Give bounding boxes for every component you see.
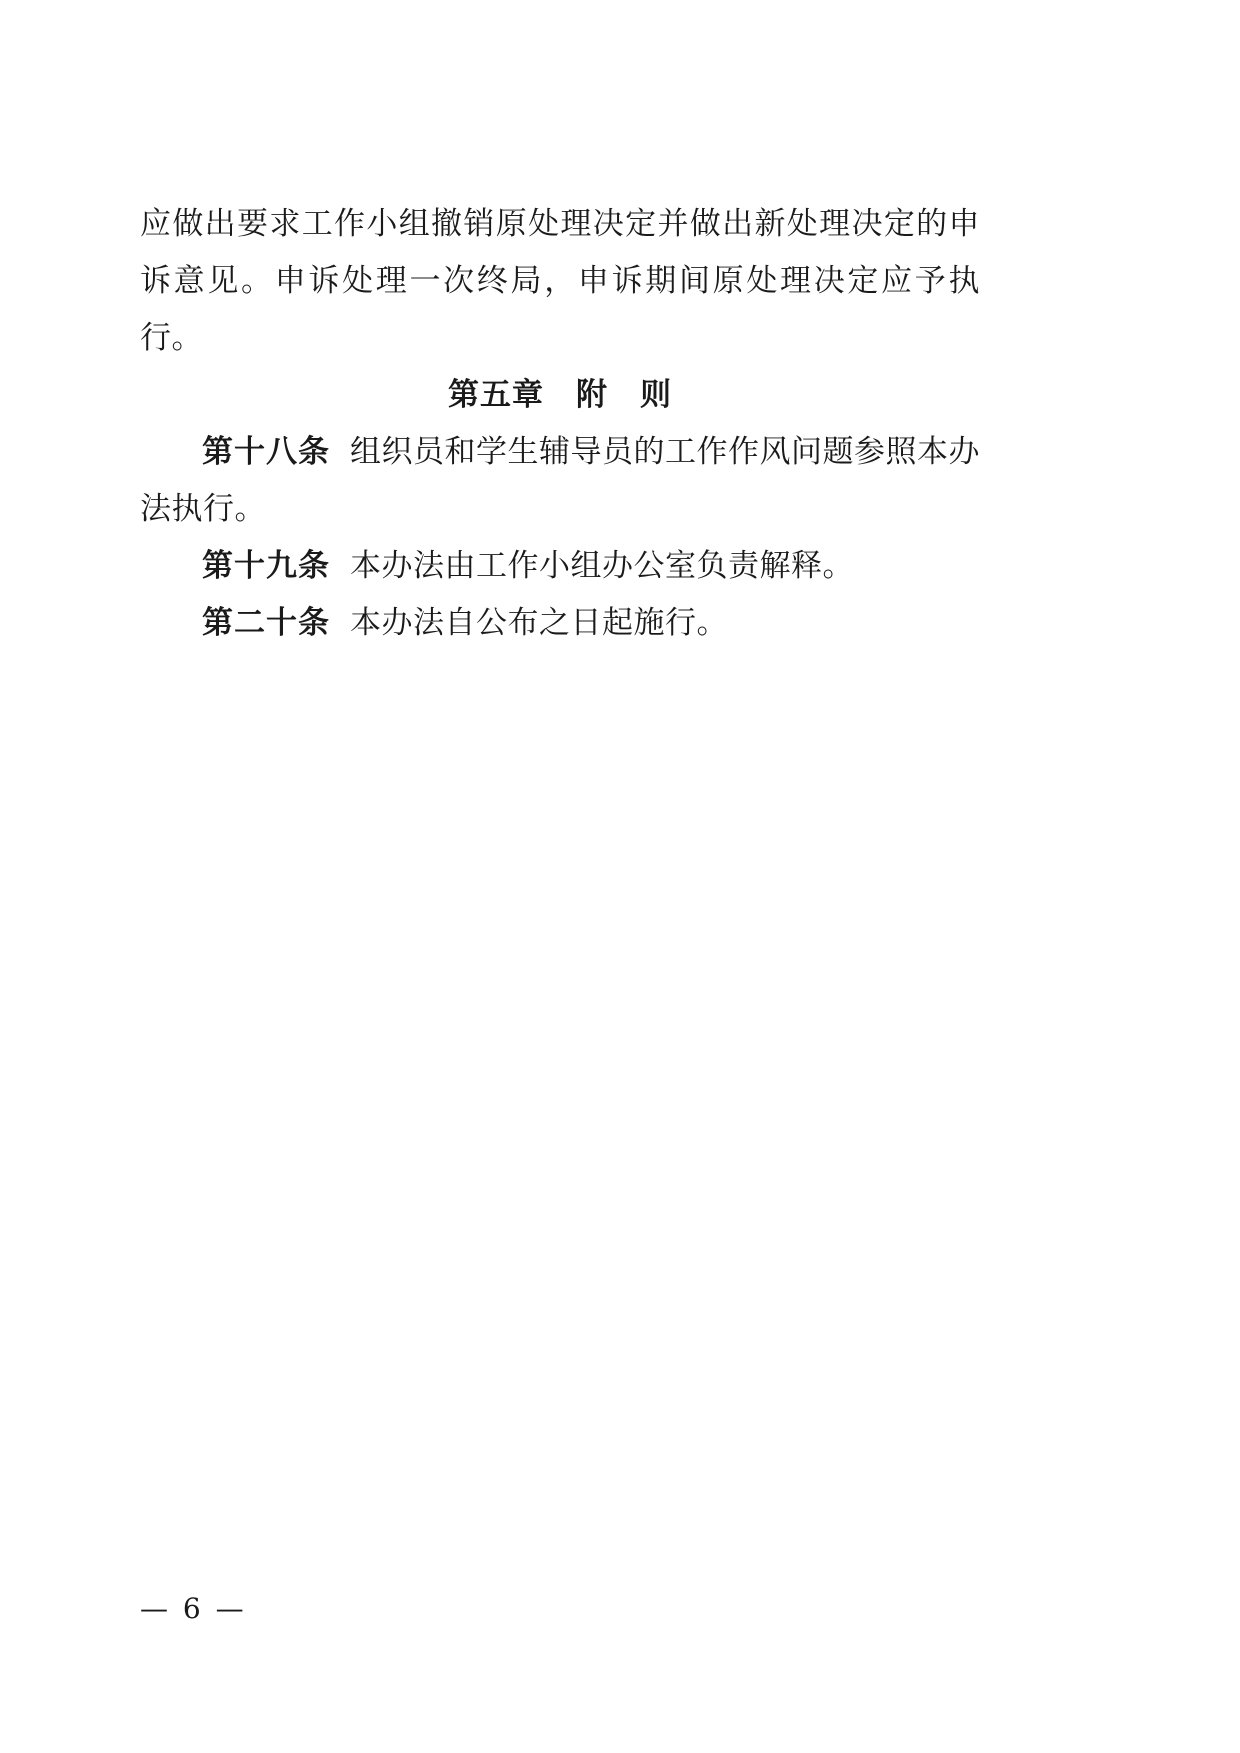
- continued-paragraph: 应做出要求工作小组撤销原处理决定并做出新处理决定的申诉意见。申诉处理一次终局，申诉期间原处理决定应予执行。: [140, 206, 980, 356]
- page-content: [140, 196, 980, 652]
- article-20: [140, 595, 980, 652]
- article-20-label: 第二十条: [202, 605, 330, 641]
- chapter-heading: 第五章 附 则: [448, 377, 672, 413]
- article-18-body: 组织员和学生辅导员的工作作风问题参照本办法执行。: [140, 434, 980, 527]
- article-18: [140, 424, 980, 538]
- article-20-body: 本办法自公布之日起施行。: [350, 605, 728, 641]
- article-19-body: 本办法由工作小组办公室负责解释。: [350, 548, 854, 584]
- article-19-label: 第十九条: [202, 548, 330, 584]
- page-number: — 6 —: [140, 1592, 247, 1625]
- article-18-label: 第十八条: [202, 434, 330, 470]
- article-19: [140, 538, 980, 595]
